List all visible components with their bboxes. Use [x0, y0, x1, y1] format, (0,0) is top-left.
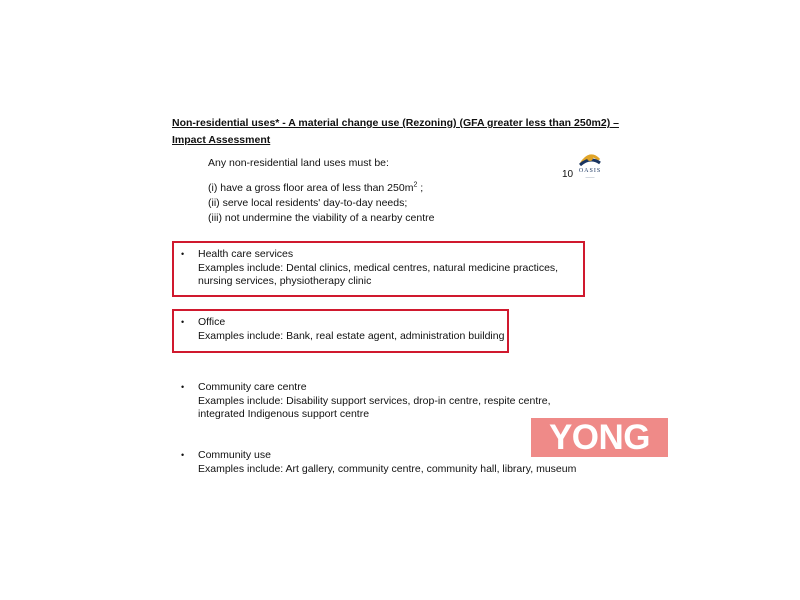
list-item-health-care [181, 248, 590, 289]
criterion-gfa-end: ; [417, 182, 424, 194]
criteria-list [208, 181, 434, 226]
use-name: Community use [198, 449, 271, 461]
list-item-community-use [181, 449, 590, 476]
bullet-icon: • [181, 382, 185, 392]
bullet-icon: • [181, 317, 185, 327]
criterion-centre-viability: (iii) not undermine the viability of a nearby centre [208, 212, 435, 224]
logo-subline: ——— [585, 175, 595, 179]
list-item-community-care-centre [181, 381, 590, 422]
criterion-gfa [208, 181, 434, 196]
use-examples: Examples include: Dental clinics, medical centres, natural medicine practices, nursing services, physiotherapy clinic [198, 261, 559, 287]
oasis-logo [572, 150, 608, 180]
use-name: Office [198, 316, 226, 328]
oasis-logo-icon [572, 150, 608, 170]
page-number: 10 [562, 169, 574, 180]
use-name: Health care services [198, 248, 294, 260]
criterion-local-needs: (ii) serve local residents' day-to-day needs; [208, 197, 408, 209]
use-examples: Examples include: Bank, real estate agent, administration building [198, 329, 505, 342]
intro-text: Any non-residential land uses must be: [208, 157, 389, 169]
use-examples: Examples include: Art gallery, community centre, community hall, library, museum [198, 462, 577, 475]
list-item-office [181, 316, 590, 343]
page-heading: Non-residential uses* - A material change use (Rezoning) (GFA greater less than 250m2) – Impact Assessment [172, 117, 619, 146]
yong-watermark: YONG [531, 418, 668, 457]
logo-wordmark: OASIS [578, 168, 602, 174]
bullet-icon: • [181, 249, 185, 259]
criterion-gfa-text: (i) have a gross floor area of less than 250m [208, 182, 414, 194]
criterion-gfa-superscript: 2 [413, 181, 418, 189]
bullet-icon: • [181, 450, 185, 460]
use-name: Community care centre [198, 381, 307, 393]
use-examples: Examples include: Disability support services, drop-in centre, respite centre, integrated Indigenous support centre [198, 394, 551, 420]
